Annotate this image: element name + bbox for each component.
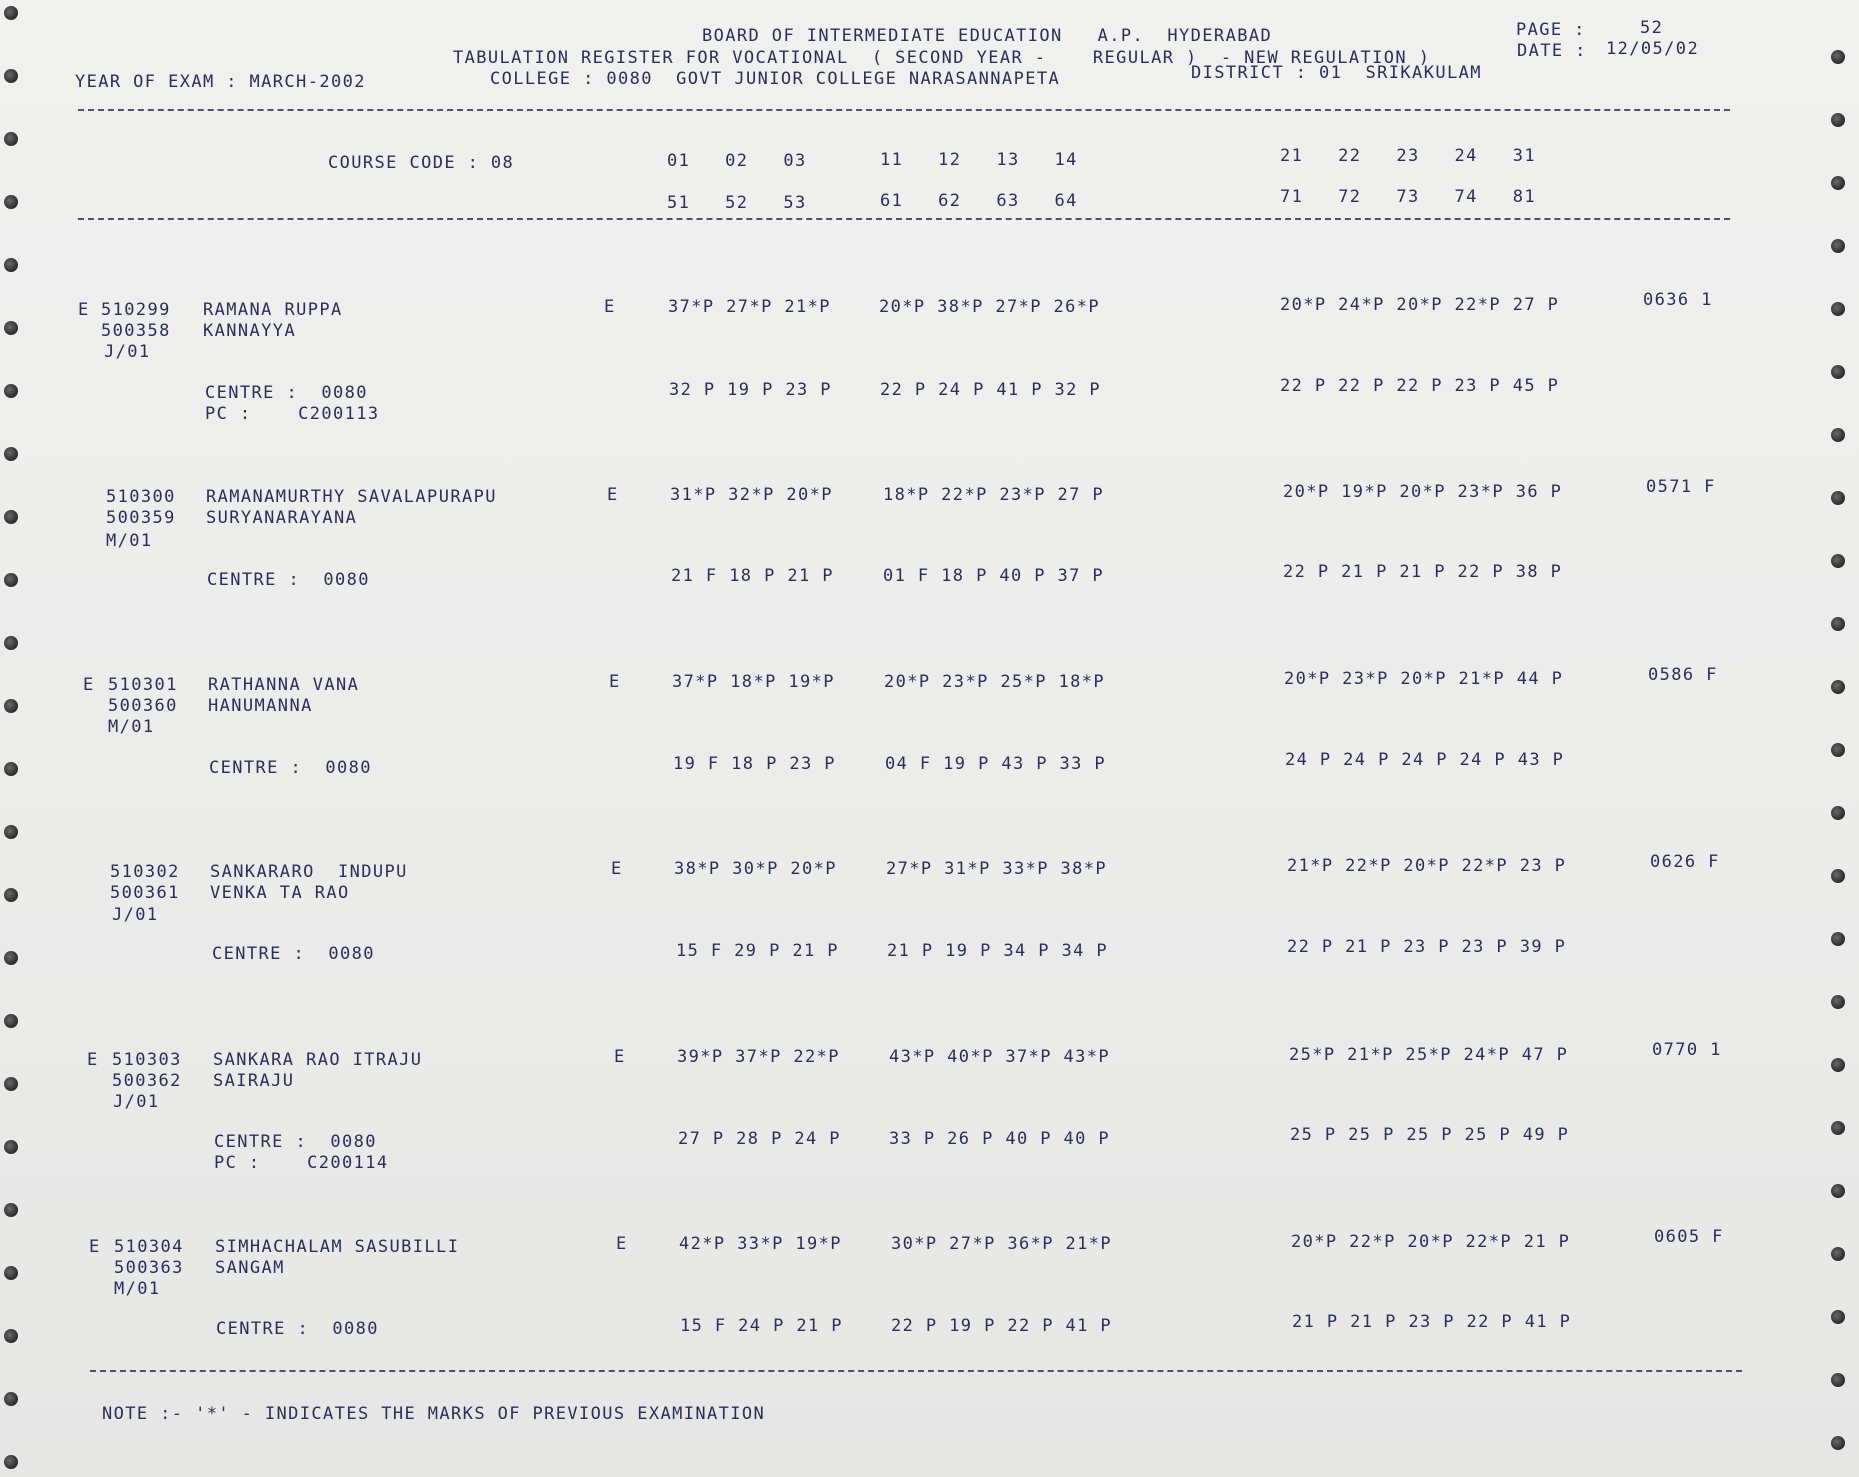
date-value: 12/05/02 (1606, 39, 1700, 59)
centre: CENTRE : 0080 (205, 383, 368, 403)
divider-bottom (90, 1370, 1742, 1372)
hall-ticket-number: 510303 (112, 1050, 182, 1070)
marks-row1-c: 20*P 23*P 20*P 21*P 44 P (1284, 669, 1564, 689)
pc-code: PC : C200113 (205, 404, 380, 424)
year-of-exam: YEAR OF EXAM : MARCH-2002 (75, 72, 366, 92)
marks-row2-a: 15 F 24 P 21 P (680, 1316, 843, 1336)
medium: E (609, 672, 621, 692)
marks-row1-b: 43*P 40*P 37*P 43*P (889, 1047, 1111, 1067)
marks-row1-c: 25*P 21*P 25*P 24*P 47 P (1289, 1045, 1569, 1065)
subject-codes-row2-a: 51 52 53 (667, 193, 807, 213)
father-name: VENKA TA RAO (210, 883, 350, 903)
marks-row1-c: 21*P 22*P 20*P 22*P 23 P (1287, 856, 1567, 876)
centre: CENTRE : 0080 (216, 1319, 379, 1339)
marks-row2-c: 22 P 22 P 22 P 23 P 45 P (1280, 376, 1560, 396)
father-name: KANNAYYA (203, 321, 297, 341)
roll-number: 500360 (108, 696, 178, 716)
marks-row2-b: 04 F 19 P 43 P 33 P (885, 754, 1107, 774)
student-record (0, 1040, 1859, 1220)
subject-codes-row1-c: 21 22 23 24 31 (1280, 146, 1536, 166)
student-record (0, 852, 1859, 1032)
student-name: RAMANAMURTHY SAVALAPURAPU (206, 487, 497, 507)
roll-number: 500359 (106, 508, 176, 528)
marks-row1-b: 20*P 23*P 25*P 18*P (884, 672, 1106, 692)
centre: CENTRE : 0080 (212, 944, 375, 964)
marks-row1-a: 37*P 27*P 21*P (668, 297, 831, 317)
register-title: TABULATION REGISTER FOR VOCATIONAL ( SECOND YEAR - REGULAR ) - NEW REGULATION ) (453, 48, 1431, 68)
marks-row1-c: 20*P 24*P 20*P 22*P 27 P (1280, 295, 1560, 315)
category: M/01 (108, 717, 155, 737)
student-name: SANKARA RAO ITRAJU (213, 1050, 423, 1070)
father-name: SURYANARAYANA (206, 508, 358, 528)
father-name: HANUMANNA (208, 696, 313, 716)
district-info: DISTRICT : 01 SRIKAKULAM (1191, 63, 1482, 83)
student-record (0, 665, 1859, 845)
medium: E (611, 859, 623, 879)
marks-row2-a: 32 P 19 P 23 P (669, 380, 832, 400)
roll-number: 500362 (112, 1071, 182, 1091)
divider-top (78, 109, 1730, 111)
student-name: RATHANNA VANA (208, 675, 360, 695)
marks-row1-a: 31*P 32*P 20*P (670, 485, 833, 505)
exam-prefix: E (89, 1237, 101, 1257)
marks-row1-b: 27*P 31*P 33*P 38*P (886, 859, 1108, 879)
roll-number: 500361 (110, 883, 180, 903)
marks-row1-c: 20*P 22*P 20*P 22*P 21 P (1291, 1232, 1571, 1252)
student-name: SANKARARO INDUPU (210, 862, 408, 882)
category: M/01 (114, 1279, 161, 1299)
footnote: NOTE :- '*' - INDICATES THE MARKS OF PREVIOUS EXAMINATION (102, 1404, 766, 1424)
student-record (0, 290, 1859, 470)
marks-row1-a: 38*P 30*P 20*P (674, 859, 837, 879)
student-record (0, 1227, 1859, 1407)
marks-row1-a: 37*P 18*P 19*P (672, 672, 835, 692)
marks-row1-b: 20*P 38*P 27*P 26*P (879, 297, 1101, 317)
hall-ticket-number: 510299 (101, 300, 171, 320)
marks-row1-a: 39*P 37*P 22*P (677, 1047, 840, 1067)
marks-row2-b: 21 P 19 P 34 P 34 P (887, 941, 1109, 961)
father-name: SAIRAJU (213, 1071, 295, 1091)
marks-row1-b: 18*P 22*P 23*P 27 P (883, 485, 1105, 505)
college-info: COLLEGE : 0080 GOVT JUNIOR COLLEGE NARASANNAPETA (490, 69, 1061, 89)
grand-total: 0586 F (1648, 665, 1718, 685)
marks-row2-a: 19 F 18 P 23 P (673, 754, 836, 774)
date-label: DATE : (1517, 41, 1587, 61)
page-label: PAGE : (1516, 20, 1586, 40)
student-name: SIMHACHALAM SASUBILLI (215, 1237, 460, 1257)
hall-ticket-number: 510304 (114, 1237, 184, 1257)
marks-row2-b: 22 P 24 P 41 P 32 P (880, 380, 1102, 400)
subject-codes-row2-c: 71 72 73 74 81 (1280, 187, 1536, 207)
roll-number: 500363 (114, 1258, 184, 1278)
centre: CENTRE : 0080 (209, 758, 372, 778)
course-code: COURSE CODE : 08 (328, 153, 515, 173)
page-number: 52 (1640, 18, 1664, 38)
marks-row2-c: 21 P 21 P 23 P 22 P 41 P (1292, 1312, 1572, 1332)
marks-row1-b: 30*P 27*P 36*P 21*P (891, 1234, 1113, 1254)
subject-codes-row1-b: 11 12 13 14 (880, 150, 1078, 170)
centre: CENTRE : 0080 (207, 570, 370, 590)
grand-total: 0636 1 (1643, 290, 1713, 310)
medium: E (616, 1234, 628, 1254)
hall-ticket-number: 510302 (110, 862, 180, 882)
exam-prefix: E (87, 1050, 99, 1070)
marks-row2-a: 21 F 18 P 21 P (671, 566, 834, 586)
marks-row2-c: 22 P 21 P 21 P 22 P 38 P (1283, 562, 1563, 582)
marks-row2-b: 01 F 18 P 40 P 37 P (883, 566, 1105, 586)
grand-total: 0626 F (1650, 852, 1720, 872)
hall-ticket-number: 510301 (108, 675, 178, 695)
marks-row2-a: 27 P 28 P 24 P (678, 1129, 841, 1149)
centre: CENTRE : 0080 (214, 1132, 377, 1152)
roll-number: 500358 (101, 321, 171, 341)
category: M/01 (106, 531, 153, 551)
exam-prefix: E (78, 300, 90, 320)
student-name: RAMANA RUPPA (203, 300, 343, 320)
board-title: BOARD OF INTERMEDIATE EDUCATION A.P. HYDERABAD (702, 26, 1273, 46)
marks-row2-c: 25 P 25 P 25 P 25 P 49 P (1290, 1125, 1570, 1145)
subject-codes-row1-a: 01 02 03 (667, 151, 807, 171)
marks-row2-a: 15 F 29 P 21 P (676, 941, 839, 961)
medium: E (604, 297, 616, 317)
category: J/01 (112, 905, 159, 925)
medium: E (614, 1047, 626, 1067)
subject-codes-row2-b: 61 62 63 64 (880, 191, 1078, 211)
divider-header (78, 218, 1730, 220)
category: J/01 (104, 342, 151, 362)
marks-row2-b: 33 P 26 P 40 P 40 P (889, 1129, 1111, 1149)
medium: E (607, 485, 619, 505)
marks-row2-c: 22 P 21 P 23 P 23 P 39 P (1287, 937, 1567, 957)
marks-row1-a: 42*P 33*P 19*P (679, 1234, 842, 1254)
grand-total: 0770 1 (1652, 1040, 1722, 1060)
father-name: SANGAM (215, 1258, 285, 1278)
marks-row2-b: 22 P 19 P 22 P 41 P (891, 1316, 1113, 1336)
grand-total: 0605 F (1654, 1227, 1724, 1247)
hall-ticket-number: 510300 (106, 487, 176, 507)
exam-prefix: E (83, 675, 95, 695)
pc-code: PC : C200114 (214, 1153, 389, 1173)
marks-row2-c: 24 P 24 P 24 P 24 P 43 P (1285, 750, 1565, 770)
category: J/01 (113, 1092, 160, 1112)
student-record (0, 477, 1859, 657)
marks-row1-c: 20*P 19*P 20*P 23*P 36 P (1283, 482, 1563, 502)
grand-total: 0571 F (1646, 477, 1716, 497)
